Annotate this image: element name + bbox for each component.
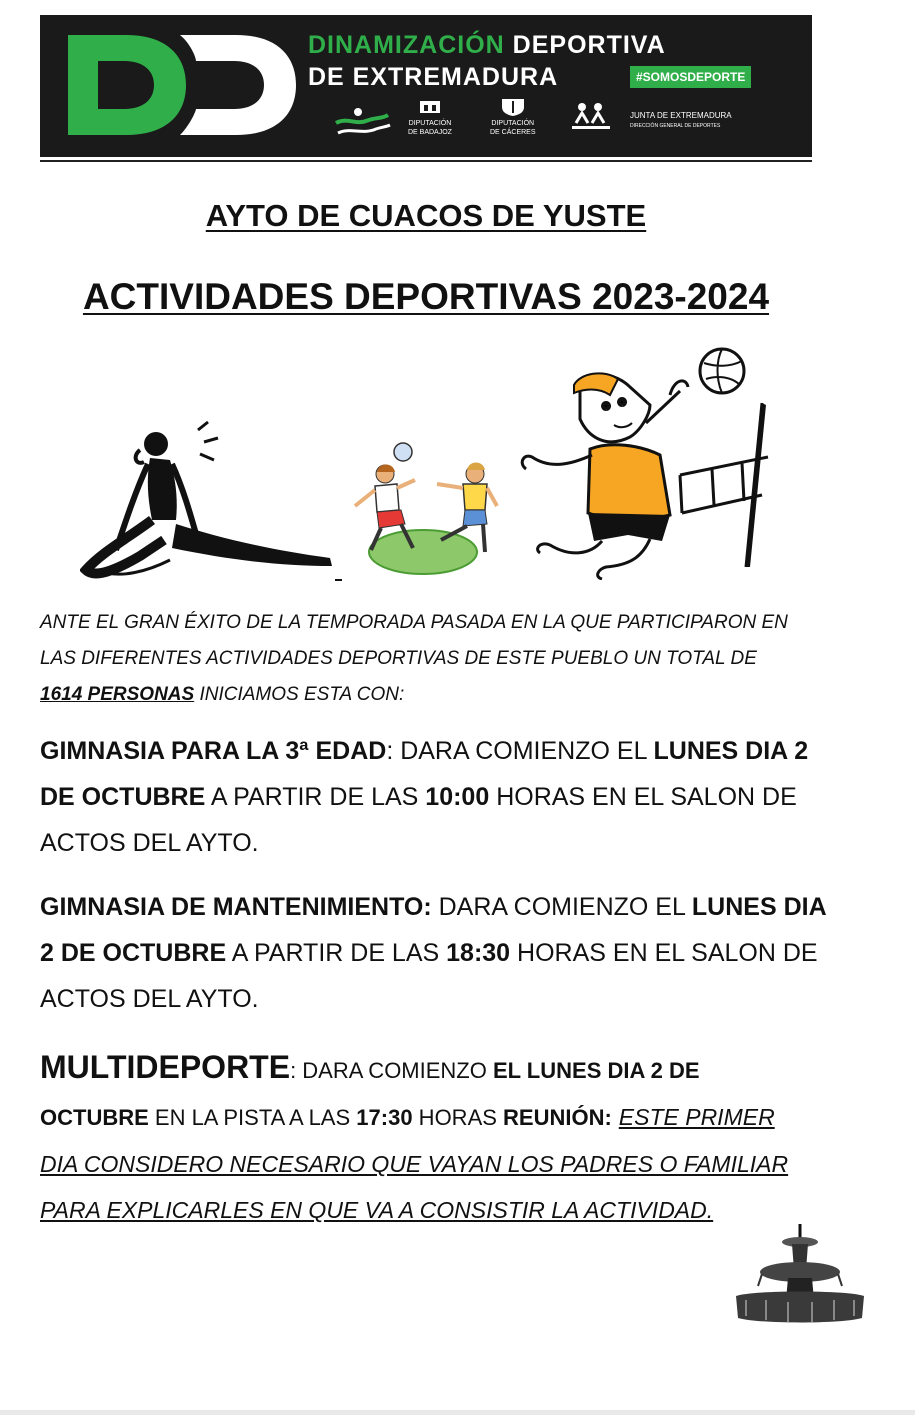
kids-soccer-illustration [345, 440, 505, 580]
banner-divider [40, 160, 812, 162]
extremadura-logo-icon [570, 99, 612, 133]
header-banner [40, 15, 812, 157]
dd-logo [68, 29, 298, 141]
swimmer-logo-icon [332, 103, 392, 139]
intro-paragraph: ANTE EL GRAN ÉXITO DE LA TEMPORADA PASADA EN LA QUE PARTICIPARON EN LAS DIFERENTES ACTIVIDADES DEPORTIVAS DE ESTE PUEBLO UN TOTAL DE 1614 PERSONAS INICIAMOS ESTA CON: [40, 612, 788, 705]
org-badajoz: DIPUTACIÓN DE BADAJOZ [408, 97, 452, 137]
org-caceres: DIPUTACIÓN DE CÁCERES [490, 97, 536, 137]
meeting-note: ESTE PRIMER DIA CONSIDERO NECESARIO QUE VAYAN LOS PADRES O FAMILIAR PARA EXPLICARLES EN QUE VA A CONSISTIR LA ACTIVIDAD. [40, 1104, 789, 1223]
hashtag-badge: #SOMOSDEPORTE [630, 66, 751, 88]
activity-time: 18:30 [446, 939, 511, 967]
participant-count: 1614 PERSONAS [40, 684, 195, 705]
caceres-crest-icon [500, 97, 526, 117]
page-title: ACTIVIDADES DEPORTIVAS 2023-2024 [82, 276, 770, 317]
volleyball-player-illustration [510, 345, 775, 580]
activity-gimnasia-3a-edad: GIMNASIA PARA LA 3ª EDAD: DARA COMIENZO EL LUNES DIA 2 DE OCTUBRE A PARTIR DE LAS 10:00 HORAS EN EL SALON DE ACTOS DEL AYTO. [40, 737, 809, 857]
activity-name: GIMNASIA PARA LA 3ª EDAD [40, 737, 387, 765]
activity-day: EL LUNES DIA 2 DE OCTUBRE [40, 1058, 700, 1130]
fountain-illustration [732, 1220, 867, 1325]
activity-time: 10:00 [425, 783, 490, 811]
org-junta: JUNTA DE EXTREMADURA DIRECCIÓN GENERAL DE DEPORTES [630, 111, 732, 129]
banner-title: DINAMIZACIÓN DEPORTIVA [308, 31, 666, 59]
activity-day: LUNES DIA 2 DE OCTUBRE [40, 737, 809, 811]
stretching-woman-illustration [80, 420, 345, 590]
town-heading: AYTO DE CUACOS DE YUSTE [205, 198, 647, 233]
activity-day: LUNES DIA 2 DE OCTUBRE [40, 893, 826, 967]
badajoz-crest-icon [418, 97, 442, 117]
activity-gimnasia-mantenimiento: GIMNASIA DE MANTENIMIENTO: DARA COMIENZO EL LUNES DIA 2 DE OCTUBRE A PARTIR DE LAS 18:30 HORAS EN EL SALON DE ACTOS DEL AYTO. [40, 893, 826, 1013]
meeting-label: REUNIÓN: [503, 1105, 612, 1130]
page-bottom-edge [0, 1410, 915, 1415]
activity-multideporte: MULTIDEPORTE: DARA COMIENZO EL LUNES DIA 2 DE OCTUBRE EN LA PISTA A LAS 17:30 HORAS REUNIÓN: ESTE PRIMER DIA CONSIDERO NECESARIO QUE VAYAN LOS PADRES O FAMILIAR PARA EXPLICARLES EN QUE VA A CONSISTIR LA ACTIVIDAD. [40, 1049, 789, 1223]
activity-name: GIMNASIA DE MANTENIMIENTO: [40, 893, 432, 921]
activity-name: MULTIDEPORTE [40, 1049, 291, 1085]
activity-time: 17:30 [356, 1105, 413, 1130]
banner-subtitle: DE EXTREMADURA [308, 63, 559, 91]
